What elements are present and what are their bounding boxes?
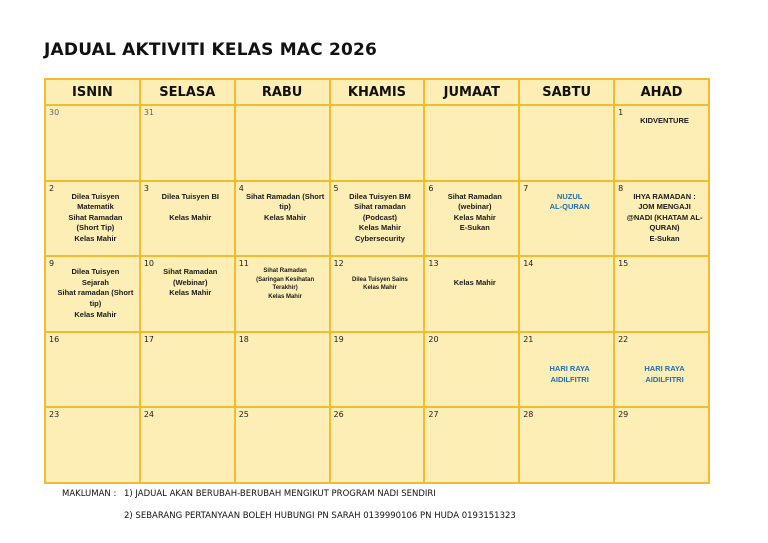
weekday-header: JUMAAT — [424, 79, 519, 105]
event-line: Sihat Ramadan — [263, 268, 307, 275]
day-number: 18 — [238, 334, 249, 344]
day-cell — [140, 256, 235, 332]
day-cell — [519, 181, 614, 257]
event-line: AIDILFITRI — [550, 374, 589, 384]
event-line: Kelas Mahir — [358, 223, 401, 233]
event-line: Kelas Mahir — [453, 212, 496, 222]
day-cell — [330, 105, 425, 181]
day-number: 31 — [143, 108, 155, 117]
event-line: E-Sukan — [649, 233, 680, 243]
day-cell — [45, 407, 140, 483]
calendar-table — [44, 78, 710, 484]
notes-label: MAKLUMAN : — [62, 489, 117, 499]
event-line: E-Sukan — [459, 223, 490, 233]
weekday-header: ISNIN — [45, 79, 140, 105]
event-line: tip) — [89, 298, 102, 308]
event-line: Kelas Mahir — [363, 285, 397, 292]
day-number: 9 — [49, 259, 55, 269]
event-line: (Podcast) — [362, 212, 398, 222]
weekday-header-row — [45, 79, 709, 105]
day-events — [625, 192, 704, 245]
event-line: Sihat Ramadan — [163, 267, 218, 277]
weekday-header: KHAMIS — [330, 79, 425, 105]
day-events — [246, 267, 325, 301]
event-line — [341, 267, 420, 276]
event-line: Kelas Mahir — [169, 212, 212, 222]
day-cell — [614, 181, 709, 257]
day-cell — [424, 407, 519, 483]
day-number: 24 — [143, 410, 155, 420]
day-number: 6 — [428, 183, 434, 193]
day-number: 23 — [49, 410, 60, 420]
event-line: JOM MENGAJI — [638, 202, 691, 212]
day-cell — [519, 332, 614, 408]
day-cell — [519, 256, 614, 332]
day-events — [56, 192, 135, 245]
day-cell — [140, 332, 235, 408]
event-line: Dilea Tuisyen Sains — [351, 276, 408, 283]
day-cell — [45, 181, 140, 257]
day-cell — [519, 407, 614, 483]
week-row — [45, 407, 709, 483]
week-row — [45, 181, 709, 257]
event-line: AL-QURAN — [549, 202, 590, 212]
note-text-1: 1) JADUAL AKAN BERUBAH-BERUBAH MENGIKUT PROGRAM NADI SENDIRI — [124, 489, 436, 499]
day-number: 29 — [618, 410, 629, 420]
event-line: @NADI (KHATAM AL- — [626, 212, 703, 222]
day-cell — [235, 181, 330, 257]
page-title: JADUAL AKTIVITI KELAS MAC 2026 — [44, 40, 378, 60]
day-events — [151, 192, 230, 224]
day-cell — [140, 407, 235, 483]
event-line: Dilea Tuisyen BI — [161, 191, 219, 201]
event-line: Kelas Mahir — [268, 293, 302, 300]
weekday-header: SELASA — [140, 79, 235, 105]
day-events — [341, 192, 420, 245]
event-line: HARI RAYA — [549, 363, 590, 373]
day-number: 27 — [428, 410, 439, 420]
event-line — [435, 267, 514, 278]
day-events — [435, 192, 514, 234]
note-line-2 — [62, 511, 516, 533]
event-line: Sejarah — [81, 277, 109, 287]
day-cell — [614, 332, 709, 408]
day-events — [530, 343, 609, 385]
day-events — [530, 192, 609, 213]
event-line: Sihat Ramadan (Short — [245, 191, 325, 201]
day-number: 5 — [333, 183, 339, 193]
day-events — [435, 267, 514, 288]
day-number: 15 — [618, 259, 629, 269]
event-line: Dilea Tuisyen BM — [349, 191, 411, 201]
event-line: KIDVENTURE — [640, 116, 689, 125]
day-number: 19 — [333, 334, 344, 344]
note-line-1 — [62, 489, 516, 511]
event-line: Sihat ramadan (Short — [57, 288, 134, 298]
day-number: 16 — [49, 334, 60, 344]
event-line: Kelas Mahir — [453, 277, 496, 287]
day-number: 1 — [618, 108, 624, 117]
day-number: 20 — [428, 334, 439, 344]
day-number: 30 — [49, 108, 60, 117]
event-line: AIDILFITRI — [645, 374, 684, 384]
day-number: 13 — [428, 259, 439, 269]
day-cell — [235, 256, 330, 332]
event-line: tip) — [279, 202, 291, 212]
event-line — [530, 353, 609, 364]
day-cell — [424, 105, 519, 181]
day-number: 21 — [523, 334, 534, 344]
day-events — [625, 343, 704, 385]
day-cell — [235, 332, 330, 408]
event-line: Sihat Ramadan — [68, 212, 123, 222]
day-cell — [424, 181, 519, 257]
event-line: Sihat ramadan — [354, 202, 406, 212]
day-cell — [614, 256, 709, 332]
day-cell — [235, 407, 330, 483]
day-cell — [519, 105, 614, 181]
day-cell — [45, 105, 140, 181]
day-cell — [614, 407, 709, 483]
day-cell — [330, 256, 425, 332]
note-text-2: 2) SEBARANG PERTANYAAN BOLEH HUBUNGI PN SARAH 0139990106 PN HUDA 0193151323 — [124, 511, 516, 521]
event-line: Kelas Mahir — [169, 288, 212, 298]
event-line: QURAN) — [649, 223, 680, 233]
day-cell — [330, 407, 425, 483]
weekday-header: AHAD — [614, 79, 709, 105]
day-cell — [140, 181, 235, 257]
day-number: 14 — [523, 259, 534, 269]
day-cell — [45, 332, 140, 408]
event-line: Dilea Tuisyen — [71, 191, 120, 201]
day-cell — [235, 105, 330, 181]
weekday-header: SABTU — [519, 79, 614, 105]
event-line: Terakhir) — [272, 285, 298, 292]
day-cell — [330, 332, 425, 408]
event-line: (Short Tip) — [76, 223, 115, 233]
day-number: 4 — [238, 183, 244, 193]
day-number: 25 — [238, 410, 249, 420]
event-line: NUZUL — [556, 191, 583, 201]
notes-section — [62, 489, 516, 533]
event-line: Sihat Ramadan (webinar) — [447, 191, 502, 212]
event-line: Matematik — [77, 202, 114, 212]
day-events — [151, 267, 230, 299]
event-line: Kelas Mahir — [74, 309, 117, 319]
day-number: 8 — [618, 183, 624, 193]
day-cell — [140, 105, 235, 181]
event-line: Kelas Mahir — [74, 233, 117, 243]
day-number: 17 — [143, 334, 155, 344]
day-number: 22 — [618, 334, 629, 344]
week-row — [45, 332, 709, 408]
day-number: 3 — [143, 183, 149, 193]
day-number: 28 — [523, 410, 534, 420]
event-line — [530, 343, 609, 354]
day-number: 2 — [49, 183, 55, 193]
day-number: 11 — [238, 259, 249, 269]
event-line — [625, 343, 704, 354]
day-cell — [614, 105, 709, 181]
day-number: 7 — [523, 183, 529, 193]
weekday-header: RABU — [235, 79, 330, 105]
event-line: Dilea Tuisyen — [71, 267, 120, 277]
event-line: IHYA RAMADAN : — [633, 191, 696, 201]
day-events — [56, 267, 135, 320]
day-events — [341, 267, 420, 293]
event-line — [151, 202, 230, 213]
week-row — [45, 256, 709, 332]
day-events — [246, 192, 325, 224]
event-line: (Saringan Kesihatan — [256, 276, 315, 283]
day-number: 10 — [143, 259, 155, 269]
day-number: 26 — [333, 410, 344, 420]
event-line: Cybersecurity — [354, 233, 405, 243]
day-cell — [330, 181, 425, 257]
event-line: (Webinar) — [173, 277, 208, 287]
week-row — [45, 105, 709, 181]
day-number: 12 — [333, 259, 344, 269]
day-events — [625, 116, 704, 127]
day-cell — [424, 332, 519, 408]
event-line: Kelas Mahir — [264, 212, 307, 222]
day-cell — [45, 256, 140, 332]
event-line: HARI RAYA — [644, 363, 685, 373]
event-line — [625, 353, 704, 364]
day-cell — [424, 256, 519, 332]
